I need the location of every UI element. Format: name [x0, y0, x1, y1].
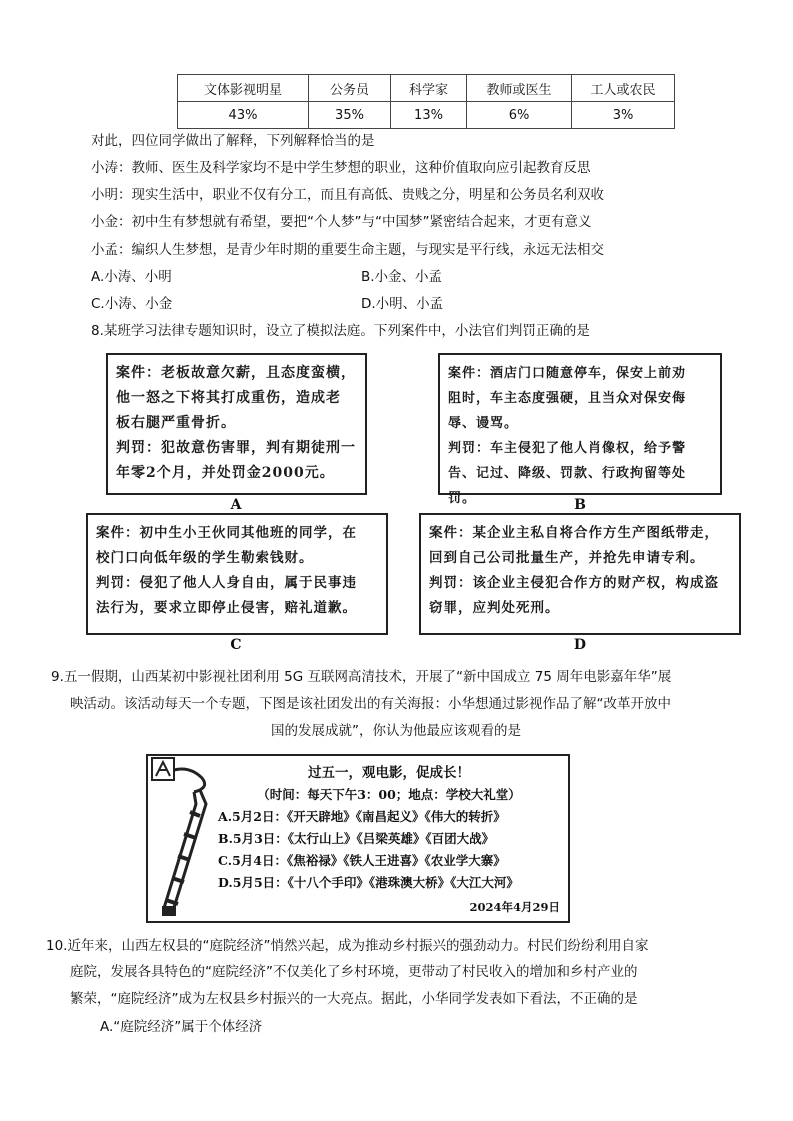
case-line: 校门口向低年级的学生勒索钱财。: [96, 550, 314, 566]
case-line: 他一怒之下将其打成重伤，造成老: [116, 390, 341, 406]
q7-prompt: 对此，四位同学做出了解释，下列解释恰当的是: [91, 133, 375, 149]
case-line: 案件：酒店门口随意停车，保安上前劝: [448, 366, 687, 381]
q7-statement-xiaojin: 小金：初中生有梦想就有希望，要把“个人梦”与“中国梦”紧密结合起来，才更有意义: [91, 214, 592, 230]
poster-item-d[interactable]: D.5月5日：《十八个手印》《港珠澳大桥》《大江大河》: [218, 875, 519, 890]
case-line: 案件：老板故意欠薪，且态度蛮横，: [116, 365, 356, 381]
case-line: 阻时，车主态度强硬，且当众对保安侮: [448, 391, 687, 406]
table-header-cell: 科学家: [391, 75, 467, 102]
q7-option-b[interactable]: B.小金、小孟: [361, 269, 443, 285]
table-header-row: [178, 75, 675, 102]
poster-item-c[interactable]: C.5月4日：《焦裕禄》《铁人王进喜》《农业学大寨》: [218, 853, 506, 868]
q7-statement-xiaotao: 小涛：教师、医生及科学家均不是中学生梦想的职业，这种价值取向应引起教育反思: [91, 160, 591, 176]
case-line: 判罚：犯故意伤害罪，判有期徒刑一: [116, 440, 356, 456]
case-line: 法行为，要求立即停止侵害，赔礼道歉。: [96, 600, 357, 616]
q7-option-c[interactable]: C.小涛、小金: [91, 296, 173, 312]
poster-subtitle: （时间：每天下午3：00；地点：学校大礼堂）: [257, 787, 521, 802]
poster-item-a[interactable]: A.5月2日：《开天辟地》《南昌起义》《伟大的转折》: [218, 809, 506, 824]
table-header-cell: 公务员: [309, 75, 391, 102]
table-row: [178, 102, 675, 129]
q8-prompt: 8.某班学习法律专题知识时，设立了模拟法庭。下列案件中，小法官们判罚正确的是: [91, 323, 590, 339]
case-line: 告、记过、降级、罚款、行政拘留等处罚。: [448, 466, 687, 506]
table-header-cell: 教师或医生: [467, 75, 572, 102]
case-caption-b: B: [574, 497, 586, 513]
movie-poster: [146, 754, 570, 923]
q10-line-1: 10.近年来，山西左权县的“庭院经济”悄然兴起，成为推动乡村振兴的强劲动力。村民们纷纷利用自家: [46, 938, 649, 954]
q10-line-3: 繁荣，“庭院经济”成为左权县乡村振兴的一大亮点。据此，小华同学发表如下看法，不正确的是: [70, 991, 638, 1007]
table-cell: 3%: [572, 102, 675, 129]
case-card-a[interactable]: [106, 353, 367, 495]
case-line: 案件：某企业主私自将合作方生产图纸带走，: [429, 525, 719, 541]
q9-line-3: 国的发展成就”，你认为他最应该观看的是: [271, 723, 521, 739]
case-line: 年零2个月，并处罚金2000元。: [116, 465, 335, 481]
table-cell: 43%: [178, 102, 309, 129]
case-line: 窃罪，应判处死刑。: [429, 600, 560, 616]
case-line: 判罚：侵犯了他人人身自由，属于民事违: [96, 575, 357, 591]
case-line: 判罚：该企业主侵犯合作方的财产权，构成盗: [429, 575, 719, 591]
case-line: 辱、谩骂。: [448, 416, 519, 431]
q7-statement-xiaoming: 小明：现实生活中，职业不仅有分工，而且有高低、贵贱之分，明星和公务员名利双收: [91, 187, 604, 203]
case-line: 判罚：车主侵犯了他人肖像权，给予警: [448, 441, 687, 456]
career-dream-table: [177, 74, 675, 129]
table-cell: 6%: [467, 102, 572, 129]
case-card-b[interactable]: [438, 353, 722, 506]
q10-option-a[interactable]: A.“庭院经济”属于个体经济: [100, 1019, 263, 1035]
case-caption-c: C: [230, 637, 242, 653]
film-strip-icon: [150, 756, 216, 921]
case-line: 板右腿严重骨折。: [116, 415, 236, 431]
poster-title: 过五一，观电影，促成长！: [308, 765, 470, 781]
table-cell: 35%: [309, 102, 391, 129]
q9-line-2: 映活动。该活动每天一个专题，下图是该社团发出的有关海报：小华想通过影视作品了解“改革开放中: [70, 696, 671, 712]
table-cell: 13%: [391, 102, 467, 129]
table-header-cell: 文体影视明星: [178, 75, 309, 102]
case-line: 回到自己公司批量生产，并抢先申请专利。: [429, 550, 705, 566]
table-header-cell: 工人或农民: [572, 75, 675, 102]
poster-item-b[interactable]: B.5月3日：《太行山上》《吕梁英雄》《百团大战》: [218, 831, 495, 846]
poster-date: 2024年4月29日: [469, 900, 560, 914]
case-line: 案件：初中生小王伙同其他班的同学，在: [96, 525, 357, 541]
case-card-c[interactable]: [86, 513, 388, 635]
case-caption-d: D: [573, 637, 587, 653]
q7-statement-xiaomeng: 小孟：编织人生梦想，是青少年时期的重要生命主题，与现实是平行线，永远无法相交: [91, 242, 604, 258]
q10-line-2: 庭院，发展各具特色的“庭院经济”不仅美化了乡村环境，更带动了村民收入的增加和乡村产业的: [70, 964, 638, 980]
case-card-d[interactable]: [419, 513, 741, 635]
case-caption-a: A: [230, 497, 242, 513]
q7-option-a[interactable]: A.小涛、小明: [91, 269, 172, 285]
q7-option-d[interactable]: D.小明、小孟: [361, 296, 444, 312]
q9-line-1: 9.五一假期，山西某初中影视社团利用 5G 互联网高清技术，开展了“新中国成立 75 周年电影嘉年华”展: [51, 669, 672, 685]
